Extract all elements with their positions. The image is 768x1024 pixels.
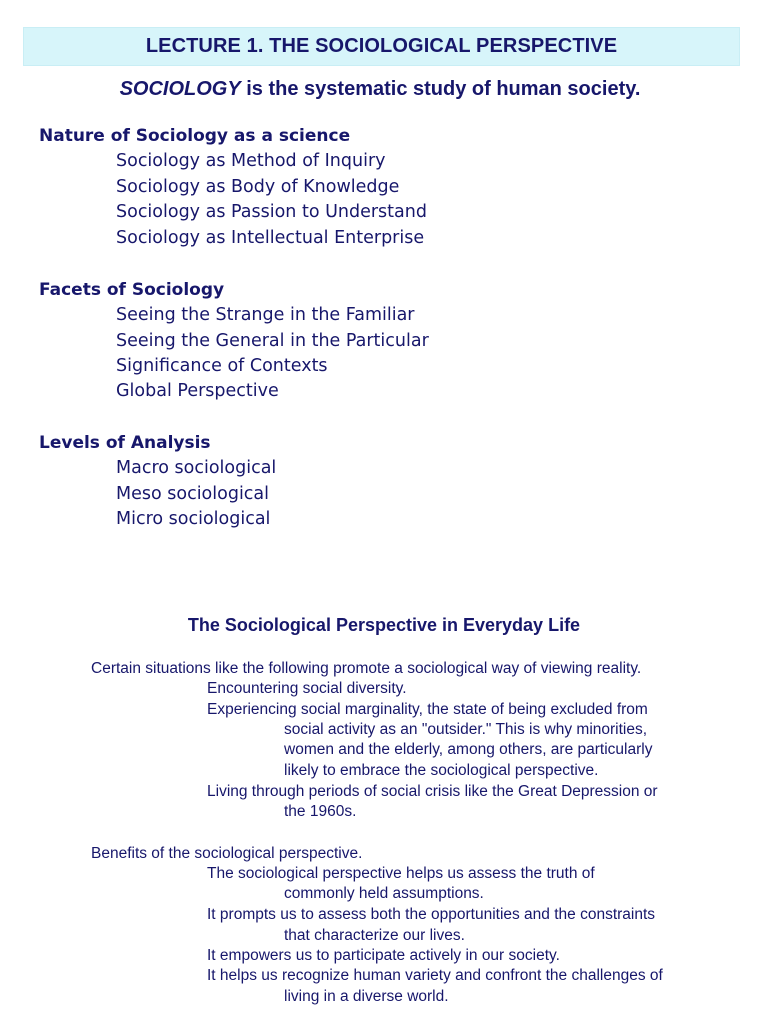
section-item: Meso sociological (116, 484, 270, 504)
definition (0, 78, 760, 101)
section-item: Sociology as Intellectual Enterprise (116, 228, 425, 248)
section-item: Global Perspective (116, 381, 279, 401)
section-item: Micro sociological (116, 509, 271, 529)
situations-intro: Certain situations like the following promote a sociological way of viewing reality. (91, 660, 642, 677)
situation-line: women and the elderly, among others, are particularly (284, 741, 653, 758)
lecture-title: LECTURE 1. THE SOCIOLOGICAL PERSPECTIVE (145, 35, 618, 57)
benefit-line: that characterize our lives. (284, 927, 465, 944)
section-item: Sociology as Body of Knowledge (116, 177, 400, 197)
section-heading-facets: Facets of Sociology (39, 280, 225, 300)
section-item: Sociology as Passion to Understand (116, 202, 427, 222)
benefit-line: commonly held assumptions. (284, 885, 484, 902)
benefit-line: It empowers us to participate actively in our society. (207, 947, 560, 964)
section-item: Seeing the General in the Particular (116, 331, 429, 351)
situation-line: Living through periods of social crisis like the Great Depression or (207, 783, 658, 800)
situation-line: social activity as an "outsider." This is why minorities, (284, 721, 648, 738)
definition-text: is the systematic study of human society. (240, 78, 641, 100)
benefit-line: The sociological perspective helps us assess the truth of (207, 865, 595, 882)
section-item: Seeing the Strange in the Familiar (116, 305, 415, 325)
benefits-intro: Benefits of the sociological perspective. (91, 845, 363, 862)
section-heading-levels: Levels of Analysis (39, 433, 211, 453)
situation-line: the 1960s. (284, 803, 357, 820)
everyday-heading: The Sociological Perspective in Everyday Life (187, 615, 581, 635)
situation-line: Encountering social diversity. (207, 680, 407, 697)
situation-line: likely to embrace the sociological perspective. (284, 762, 599, 779)
section-heading-nature: Nature of Sociology as a science (39, 126, 351, 146)
situation-line: Experiencing social marginality, the state of being excluded from (207, 701, 648, 718)
benefit-line: It helps us recognize human variety and confront the challenges of (207, 967, 663, 984)
section-item: Macro sociological (116, 458, 277, 478)
section-item: Sociology as Method of Inquiry (116, 151, 386, 171)
benefit-line: living in a diverse world. (284, 988, 449, 1005)
definition-term: SOCIOLOGY (119, 78, 241, 100)
title-banner (23, 27, 740, 66)
benefit-line: It prompts us to assess both the opportunities and the constraints (207, 906, 656, 923)
section-item: Significance of Contexts (116, 356, 328, 376)
